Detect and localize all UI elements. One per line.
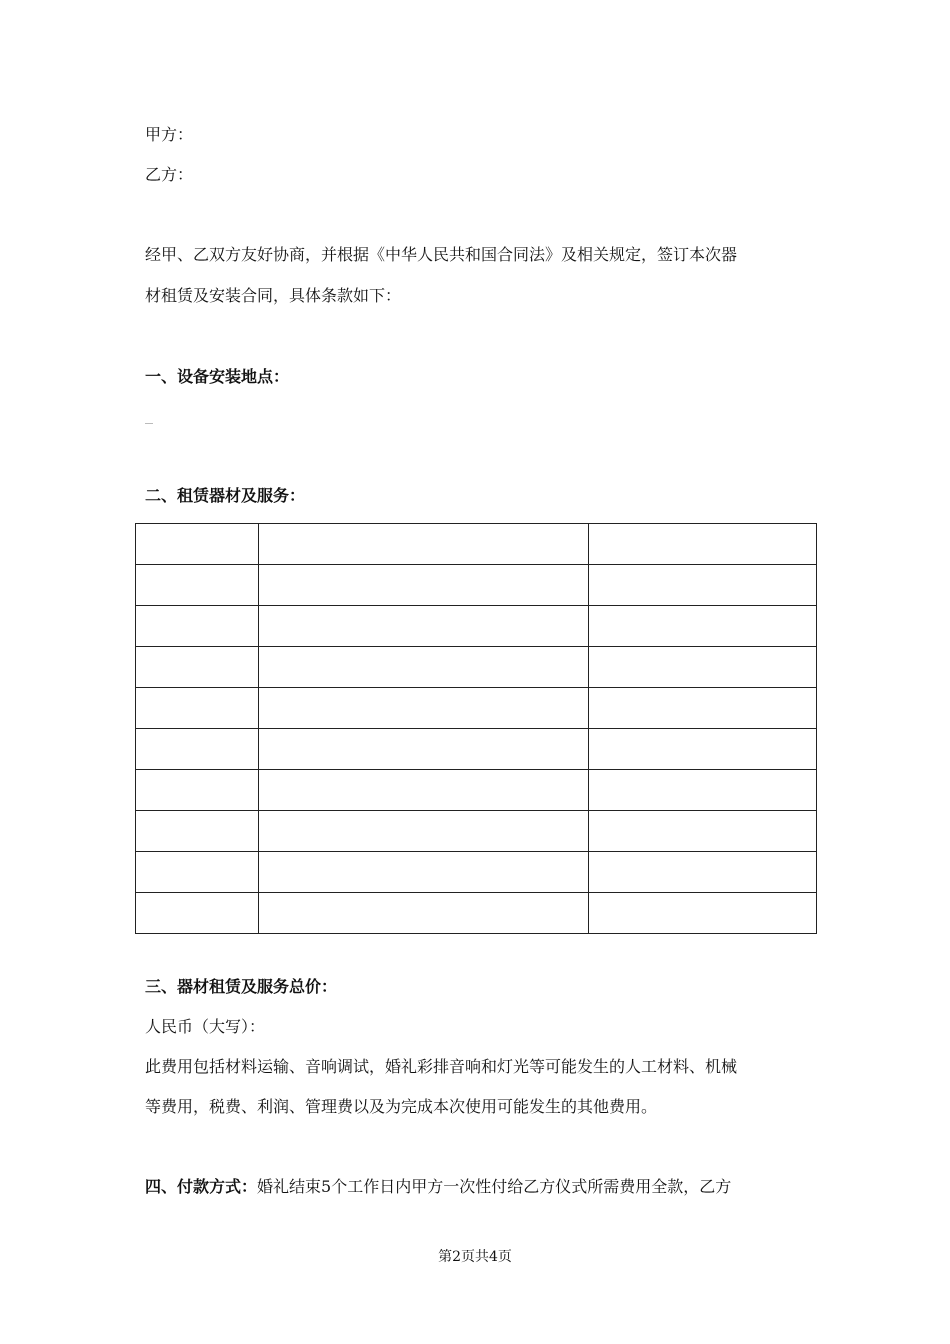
intro-paragraph-line-1: 经甲、乙双方友好协商，并根据《中华人民共和国合同法》及相关规定，签订本次器 [145, 245, 738, 264]
table-cell [136, 524, 259, 565]
payment-terms-text: 婚礼结束5个工作日内甲方一次性付给乙方仪式所需费用全款，乙方 [257, 1177, 732, 1196]
table-cell [136, 811, 259, 852]
section-4-heading: 四、付款方式： [145, 1177, 258, 1196]
table-cell [589, 565, 817, 606]
table-cell [589, 606, 817, 647]
table-cell [589, 729, 817, 770]
table-row [136, 852, 817, 893]
table-cell [259, 688, 589, 729]
table-cell [589, 688, 817, 729]
intro-paragraph-line-2: 材租赁及安装合同，具体条款如下： [145, 286, 402, 305]
table-cell [136, 893, 259, 934]
table-cell [259, 811, 589, 852]
section-1-heading: 一、设备安装地点： [145, 367, 290, 386]
page-number: 第2页共4页 [438, 1249, 512, 1265]
table-cell [589, 852, 817, 893]
table-cell [589, 770, 817, 811]
table-cell [259, 647, 589, 688]
table-cell [589, 893, 817, 934]
table-row [136, 647, 817, 688]
table-row [136, 893, 817, 934]
party-b-label: 乙方： [145, 165, 194, 184]
party-a-label: 甲方： [145, 125, 194, 144]
table-row [136, 811, 817, 852]
installation-location-blank [145, 423, 153, 424]
table-cell [259, 770, 589, 811]
table-cell [259, 893, 589, 934]
fee-description-line-2: 等费用，税费、利润、管理费以及为完成本次使用可能发生的其他费用。 [145, 1097, 658, 1116]
rmb-amount-label: 人民币（大写）： [145, 1017, 266, 1036]
table-cell [136, 729, 259, 770]
table-row [136, 524, 817, 565]
table-row [136, 565, 817, 606]
section-4-paragraph [145, 1177, 731, 1197]
table-row [136, 606, 817, 647]
table-cell [259, 729, 589, 770]
table-row [136, 729, 817, 770]
table-row [136, 770, 817, 811]
table-cell [136, 770, 259, 811]
table-cell [136, 688, 259, 729]
table-cell [136, 852, 259, 893]
table-cell [589, 647, 817, 688]
table-row [136, 688, 817, 729]
table-cell [136, 647, 259, 688]
table-cell [259, 524, 589, 565]
section-3-heading: 三、器材租赁及服务总价： [145, 977, 338, 996]
table-cell [589, 524, 817, 565]
table-cell [259, 565, 589, 606]
table-cell [259, 852, 589, 893]
equipment-table [135, 523, 817, 934]
table-cell [136, 606, 259, 647]
fee-description-line-1: 此费用包括材料运输、音响调试，婚礼彩排音响和灯光等可能发生的人工材料、机械 [145, 1057, 738, 1076]
section-2-heading: 二、租赁器材及服务： [145, 486, 306, 505]
table-cell [259, 606, 589, 647]
table-cell [136, 565, 259, 606]
table-cell [589, 811, 817, 852]
